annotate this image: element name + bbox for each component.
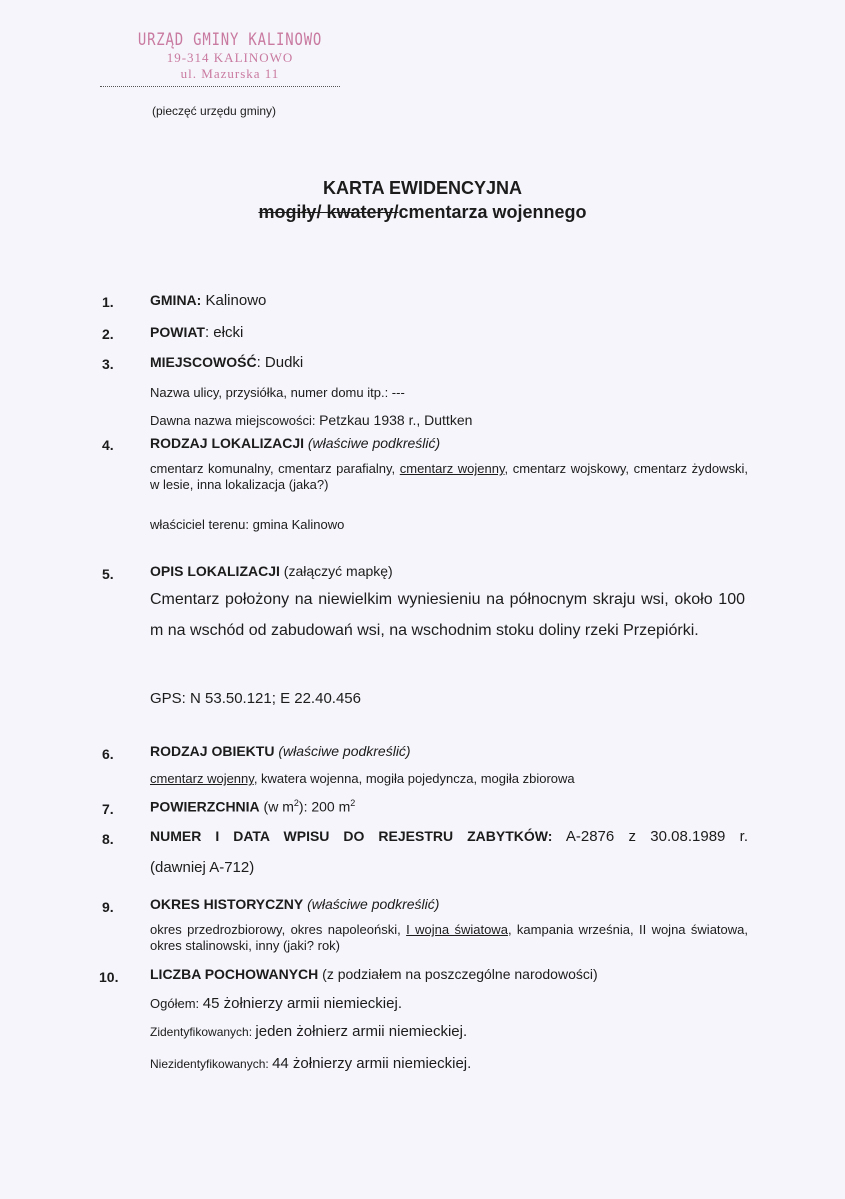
lokalizacja-label: RODZAJ LOKALIZACJI [150,435,304,451]
item-gmina [150,292,266,309]
pochowani-hint: (z podziałem na poszczególne narodowości) [318,966,598,982]
item-okres-historyczny [150,896,439,912]
obiekt-options [150,771,575,786]
lokalizacja-options-a: cmentarz komunalny, cmentarz parafialny, [150,461,400,476]
buried-total [150,995,402,1012]
okres-selected: I wojna światowa [406,922,508,937]
buried-total-value: 45 żołnierzy armii niemieckiej. [202,995,402,1012]
old-name-label: Dawna nazwa miejscowości: [150,413,320,428]
gmina-label: GMINA: [150,292,202,308]
document-title: KARTA EWIDENCYJNA [322,178,522,198]
lokalizacja-hint: (właściwe podkreślić) [307,435,441,451]
item-rodzaj-lokalizacji [150,435,440,451]
lokalizacja-options-b: , cmentarz wojskowy, cmentarz żydowski, w lesie, inna lokalizacja (jaka?) [150,461,748,492]
item-number-6: 6. [102,746,114,762]
office-stamp [100,30,360,82]
buried-unidentified-value: 44 żołnierzy armii niemieckiej. [272,1055,472,1072]
gmina-value: Kalinowo [201,292,267,309]
item-number-7: 7. [102,801,114,817]
lokalizacja-selected: cmentarz wojenny [399,461,505,476]
stamp-dotted-line [100,80,340,87]
item-number-4: 4. [102,437,114,453]
item-opis-lokalizacji [150,563,393,579]
stamp-postal-line: 19-314 KALINOWO [166,50,294,65]
miejscowosc-value: : Dudki [256,354,304,371]
old-name-value: Petzkau 1938 r., Duttken [319,412,473,428]
powierzchnia-value-sup: 2 [350,798,356,808]
street-line: Nazwa ulicy, przysiółka, numer domu itp.: --- [150,385,405,400]
okres-options-b: , kampania września, II wojna światowa, okres stalinowski, inny (jaki? rok) [150,922,748,953]
location-description: Cmentarz położony na niewielkim wyniesieniu na północnym skraju wsi, około 100 m na wschód od zabudowań wsi, na wschodnim stoku doliny rzeki Przepiórki. [150,591,745,639]
item-rodzaj-obiektu [150,743,411,759]
item-number-8: 8. [102,831,114,847]
item-powiat [150,324,243,341]
stamp-caption: (pieczęć urzędu gminy) [152,104,277,118]
obiekt-selected: cmentarz wojenny [150,771,254,786]
okres-options-a: okres przedrozbiorowy, okres napoleoński, [150,922,407,937]
land-owner: właściciel terenu: gmina Kalinowo [150,517,345,532]
powierzchnia-label: POWIERZCHNIA [150,798,260,815]
item-powierzchnia [150,798,355,815]
rejestr-previous: (dawniej A-712) [150,859,255,876]
powiat-value: : ełcki [204,324,244,341]
gps-coordinates: GPS: N 53.50.121; E 22.40.456 [150,690,361,707]
buried-identified-value: jeden żołnierz armii niemieckiej. [255,1023,468,1040]
rejestr-label: NUMER I DATA WPISU DO REJESTRU ZABYTKÓW: [150,828,553,844]
buried-identified [150,1023,467,1040]
powierzchnia-unit-sup: 2 [293,798,299,808]
powierzchnia-value: 200 m [311,798,351,815]
powierzchnia-unit-b: ): [298,798,312,815]
okres-label: OKRES HISTORYCZNY [150,896,304,912]
buried-total-label: Ogółem: [150,996,203,1011]
pochowani-label: LICZBA POCHOWANYCH [150,966,319,982]
item-liczba-pochowanych [150,966,598,982]
opis-hint: (załączyć mapkę) [279,563,393,579]
item-rejestr-zabytkow [150,828,748,845]
stamp-street-line: ul. Mazurska 11 [180,66,280,81]
powierzchnia-unit-a: (w m [259,798,294,815]
okres-hint: (właściwe podkreślić) [307,896,440,912]
item-number-1: 1. [102,294,114,310]
old-name-line [150,412,472,428]
document-subtitle [0,202,845,223]
stamp-office-name: URZĄD GMINY KALINOWO [137,30,323,50]
buried-unidentified-label: Niezidentyfikowanych: [150,1057,273,1071]
item-miejscowosc [150,354,303,371]
obiekt-options-rest: , kwatera wojenna, mogiła pojedyncza, mogiła zbiorowa [253,771,575,786]
obiekt-label: RODZAJ OBIEKTU [150,743,275,759]
item-number-9: 9. [102,899,114,915]
buried-unidentified [150,1055,471,1072]
item-number-10: 10. [99,969,119,985]
buried-identified-label: Zidentyfikowanych: [150,1025,256,1039]
obiekt-hint: (właściwe podkreślić) [278,743,411,759]
subtitle-struck-text: mogiły/ kwatery/ [258,202,399,222]
lokalizacja-options [150,461,748,493]
item-number-2: 2. [102,326,114,342]
powiat-label: POWIAT [150,324,205,340]
opis-label: OPIS LOKALIZACJI [150,563,280,579]
okres-options [150,922,748,954]
item-number-5: 5. [102,566,114,582]
subtitle-text: cmentarza wojennego [398,202,587,222]
rejestr-value: A-2876 z 30.08.1989 r. [552,828,748,845]
item-number-3: 3. [102,356,114,372]
miejscowosc-label: MIEJSCOWOŚĆ [150,354,257,370]
